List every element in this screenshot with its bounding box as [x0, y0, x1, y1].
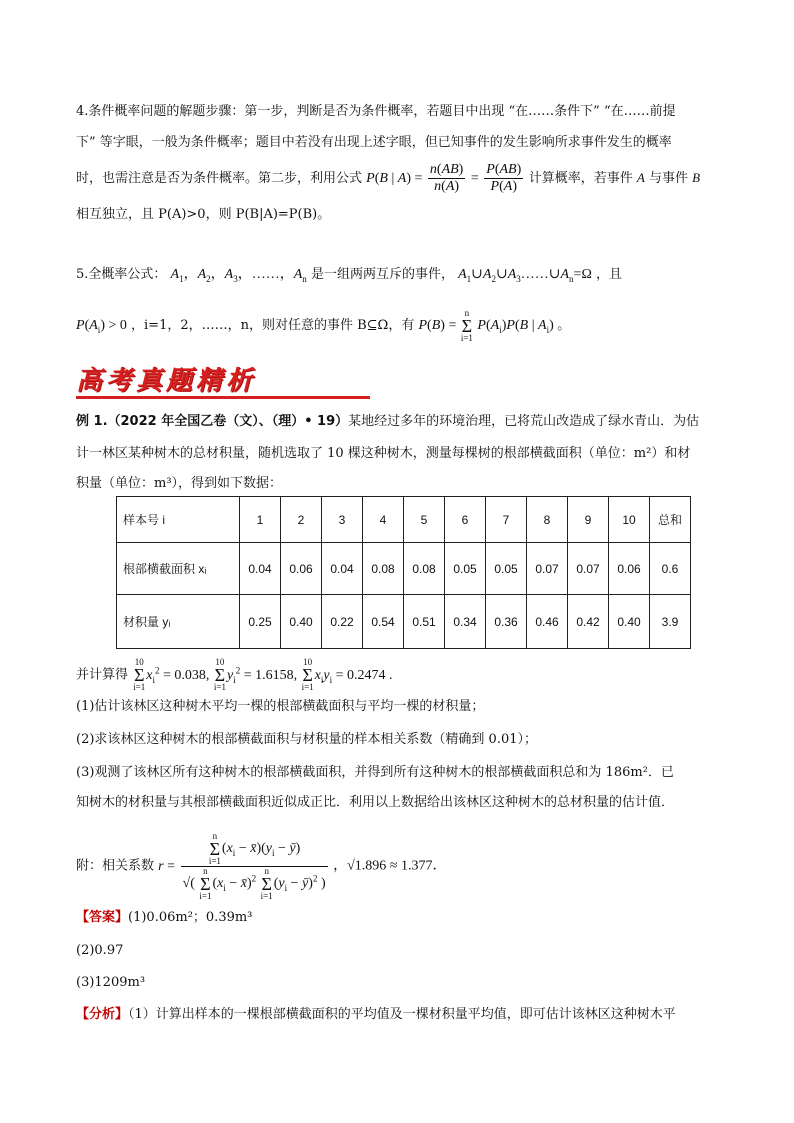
table-row-yi — [117, 595, 691, 649]
example-source: （2022 年全国乙卷（文）、（理）• 19） — [107, 414, 349, 429]
given-sums: 10 Σ $i=1x_i^2 = 0.038$, 10 Σ $i=1y_i^2 = 1.6158$, 10 Σ $i=1x_iy_i = 0.2474$ . — [133, 657, 393, 693]
section-underline — [76, 396, 370, 399]
table-header-cell: 总和 — [650, 497, 691, 543]
table-header-cell: 9 — [568, 497, 609, 543]
table-cell: 0.51 — [404, 595, 445, 649]
table-cell: 0.07 — [568, 543, 609, 595]
table-header-cell: 1 — [240, 497, 281, 543]
table-header-cell: 8 — [527, 497, 568, 543]
table-cell: 0.54 — [363, 595, 404, 649]
section-banner — [76, 366, 376, 396]
table-header-cell: 6 — [445, 497, 486, 543]
table-cell: 0.46 — [527, 595, 568, 649]
example-line1: 例 1.（2022 年全国乙卷（文）、（理）• 19）某地经过多年的环境治理，已将荒山改造成了绿水青山．为估 — [76, 414, 700, 429]
answer-line2: (2)0.97 — [76, 943, 124, 958]
appendix-line: 附：相关系数 r = n Σ $i=1(x_i$ − $x̄)(y_i$ − ȳ) √( n Σ $i=1(x_i$ − x̄)$^2$ n Σ $i=1(y_i$ − ȳ)$^2$ ) ，√1.896 ≈ 1.377． — [76, 831, 447, 901]
table-header-cell: 7 — [486, 497, 527, 543]
table-header-cell: 10 — [609, 497, 650, 543]
table-cell: 0.22 — [322, 595, 363, 649]
point4-line4: 相互独立，且 P(A)>0，则 P(B|A)=P(B)。 — [76, 207, 331, 222]
table-header-cell: 3 — [322, 497, 363, 543]
question-2: (2)求该林区这种树木的根部横截面积与材积量的样本相关系数（精确到 0.01）； — [76, 732, 537, 747]
point5-line1: 5.全概率公式： $A_1$，$A_2$，$A_3$，……，$A_n$ 是一组两两互斥的事件， $A_1\cup A_2\cup A_3\dots\dots\cup A_n=\Omega$ ，且 — [76, 267, 623, 284]
section-title: 高考真题精析 — [76, 366, 257, 396]
total-probability-formula: P(B) = n Σ i=1 $P(A_i)P(B$ | $A_i$) — [418, 307, 558, 343]
table-row-xi — [117, 543, 691, 595]
table-header-cell: 5 — [404, 497, 445, 543]
table-cell: 0.06 — [609, 543, 650, 595]
table-cell: 0.36 — [486, 595, 527, 649]
calc-line: 并计算得 10 Σ $i=1x_i^2 = 0.038$, 10 Σ $i=1y_i^2 = 1.6158$, 10 Σ $i=1x_iy_i = 0.2474$ . — [76, 657, 393, 693]
answer-line3: (3)1209m³ — [76, 975, 146, 990]
table-cell: 0.06 — [281, 543, 322, 595]
answer-tag: 【答案】 — [76, 910, 129, 925]
conditional-probability-formula: P(B | A) = $\frac{n(AB)}{n(A)}$ = $\frac{P(AB)}{P(A)}$ — [366, 162, 522, 195]
analysis-tag: 【分析】 — [76, 1007, 129, 1022]
question-3-line2: 知树木的材积量与其根部横截面积近似成正比．利用以上数据给出该林区这种树木的总材积量的估计值． — [76, 795, 675, 810]
table-cell: 0.08 — [404, 543, 445, 595]
table-cell: 0.34 — [445, 595, 486, 649]
table-cell: 0.04 — [322, 543, 363, 595]
analysis-line: 【分析】（1）计算出样本的一棵根部横截面积的平均值及一棵材积量平均值，即可估计该林区这种树木平 — [76, 1007, 676, 1022]
table-cell: 0.40 — [609, 595, 650, 649]
point5-line2: $P(A_i) > 0$ ，i=1，2，……，n，则对任意的事件 B⊆Ω，有 P(B) = n Σ i=1 $P(A_i)P(B$ | $A_i$) 。 — [76, 307, 571, 343]
table-cell: 0.04 — [240, 543, 281, 595]
example-line3: 积量（单位：m³），得到如下数据： — [76, 476, 283, 491]
example-label: 例 1. — [76, 414, 108, 429]
table-cell: 3.9 — [650, 595, 691, 649]
table-header-cell: 样本号 i — [117, 497, 240, 543]
point4-line3: 时，也需注意是否为条件概率。第二步，利用公式 P(B | A) = $\frac{n(AB)}{n(A)}$ = $\frac{P(AB)}{P(A)}$ 计算概率，若事件 A 与事件 B — [76, 162, 701, 195]
table-header-cell: 2 — [281, 497, 322, 543]
table-header-cell: 4 — [363, 497, 404, 543]
table-cell: 0.42 — [568, 595, 609, 649]
question-3-line1: (3)观测了该林区所有这种树木的根部横截面积，并得到所有这种树木的根部横截面积总和为 186m²．已 — [76, 765, 674, 780]
table-header-row — [117, 497, 691, 543]
table-row-label: 根部横截面积 xᵢ — [117, 543, 240, 595]
table-cell: 0.05 — [486, 543, 527, 595]
question-1: (1)估计该林区这种树木平均一棵的根部横截面积与平均一棵的材积量； — [76, 699, 485, 714]
correlation-formula: r = n Σ $i=1(x_i$ − $x̄)(y_i$ − ȳ) √( n Σ $i=1(x_i$ − x̄)$^2$ n Σ $i=1(y_i$ − ȳ)$^2$ ) — [158, 831, 326, 901]
example-line2: 计一林区某种树木的总材积量，随机选取了 10 棵这种树木，测量每棵树的根部横截面积（单位：m²）和材 — [76, 446, 691, 461]
answer-line1: 【答案】(1)0.06m²；0.39m³ — [76, 910, 253, 925]
table-cell: 0.07 — [527, 543, 568, 595]
table-cell: 0.05 — [445, 543, 486, 595]
table-cell: 0.6 — [650, 543, 691, 595]
data-table — [116, 496, 691, 649]
table-row-label: 材积量 yᵢ — [117, 595, 240, 649]
table-cell: 0.08 — [363, 543, 404, 595]
point4-line2: 下” 等字眼，一般为条件概率；题目中若没有出现上述字眼，但已知事件的发生影响所求事件发生的概率 — [76, 135, 672, 150]
table-cell: 0.40 — [281, 595, 322, 649]
point4-line1: 4.条件概率问题的解题步骤：第一步，判断是否为条件概率，若题目中出现 “在……条件下” “在……前提 — [76, 104, 676, 119]
table-cell: 0.25 — [240, 595, 281, 649]
